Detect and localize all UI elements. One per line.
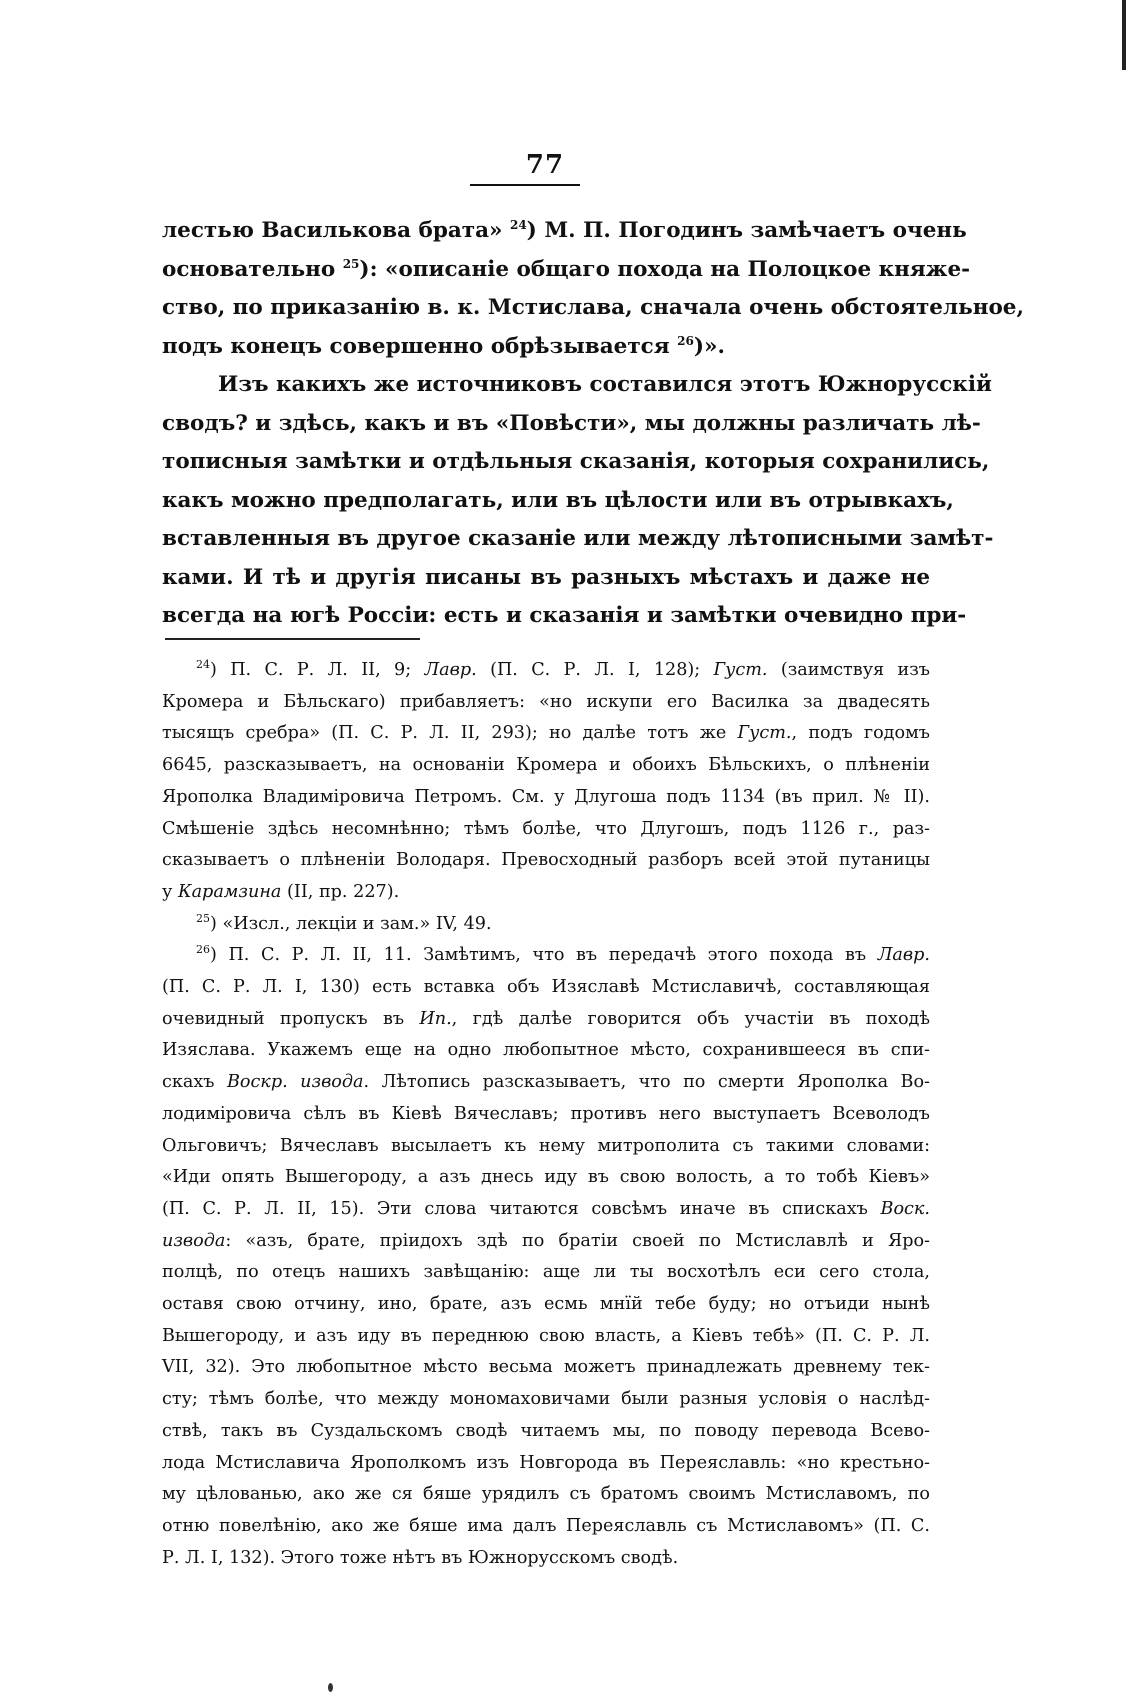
footnotes: [162, 655, 930, 1574]
footnote-line: полцѣ, по отецъ нашихъ завѣщанію: аще ли ты восхотѣлъ еси сего стола,: [162, 1262, 930, 1283]
page-edge-mark: [1122, 0, 1126, 70]
footnote-line: тысящъ сребра» (П. С. Р. Л. II, 293); но далѣе тотъ же Густ., подъ годомъ: [162, 723, 930, 744]
paragraph-2: [162, 366, 994, 636]
footnote-line: у Карамзина (II, пр. 227).: [162, 881, 400, 902]
footnote-line: (П. С. Р. Л. II, 15). Эти слова читаются совсѣмъ иначе въ спискахъ Воск.: [162, 1198, 930, 1219]
footnote-25: [162, 909, 930, 941]
footnote-line: VII, 32). Это любопытное мѣсто весьма можетъ принадлежать древнему тек-: [162, 1357, 930, 1378]
footnote-line: сту; тѣмъ болѣе, что между мономаховичами были разныя условія о наслѣд-: [162, 1389, 930, 1410]
text-line: тописныя замѣтки и отдѣльныя сказанія, которыя сохранились,: [162, 449, 990, 474]
footnote-line: Изяслава. Укажемъ еще на одно любопытное мѣсто, сохранившееся въ спи-: [162, 1040, 930, 1061]
footnote-line: 6645, разсказываетъ, на основаніи Кромера и обоихъ Бѣльскихъ, о плѣненіи: [162, 755, 930, 776]
footnote-line: очевидный пропускъ въ Ип., гдѣ далѣе говорится объ участіи въ походѣ: [162, 1008, 930, 1029]
page-number-rule: [470, 184, 580, 186]
footnote-mark: 24: [196, 658, 210, 672]
footnote-line: му цѣлованью, ако же ся бяше урядилъ съ братомъ своимъ Мстиславомъ, по: [162, 1484, 930, 1505]
footnote-line: (П. С. Р. Л. I, 130) есть вставка объ Изяславѣ Мстиславичѣ, составляющая: [162, 977, 930, 998]
text-line: ками. И тѣ и другія писаны въ разныхъ мѣстахъ и даже не: [162, 564, 930, 590]
footnote-line: сказываетъ о плѣненіи Володаря. Превосходный разборъ всей этой путаницы: [162, 850, 930, 871]
footnote-line: Смѣшеніе здѣсь несомнѣнно; тѣмъ болѣе, что Длугошъ, подъ 1126 г., раз-: [162, 818, 930, 839]
text-line: лестью Василькова брата» $^{24}$) М. П. Погодинъ замѣчаетъ очень: [162, 217, 967, 243]
text-line: основательно $^{25}$): «описаніе общаго похода на Полоцкое княже-: [162, 256, 971, 282]
text-line: ство, по приказанію в. к. Мстислава, сначала очень обстоятельное,: [162, 295, 1024, 320]
footnote-24: [162, 655, 930, 909]
text-line: всегда на югѣ Россіи: есть и сказанія и замѣтки очевидно при-: [162, 603, 967, 628]
footnote-line: Ольговичъ; Вячеславъ высылаетъ къ нему митрополита съ такими словами:: [162, 1135, 930, 1156]
footnote-line: скахъ Воскр. извода. Лѣтопись разсказываетъ, что по смерти Ярополка Во-: [162, 1072, 930, 1093]
footnote-line: оставя свою отчину, ино, брате, азъ есмь мнїй тебе буду; но отъиди нынѣ: [162, 1294, 930, 1315]
footnote-line: извода: «азъ, брате, пріидохъ здѣ по братіи своей по Мстиславлѣ и Яро-: [162, 1230, 930, 1251]
footnote-26: [162, 940, 930, 1574]
text-line: сводъ? и здѣсь, какъ и въ «Повѣсти», мы должны различать лѣ-: [162, 410, 981, 436]
print-speck: [328, 1683, 333, 1692]
footnote-line: $^{26}$) П. С. Р. Л. II, 11. Замѣтимъ, что въ передачѣ этого похода въ Лавр.: [196, 943, 930, 966]
footnote-line: $^{24}$) П. С. Р. Л. II, 9; Лавр. (П. С. Р. Л. I, 128); Густ. (заимствуя изъ: [196, 658, 930, 680]
page-number: 77: [525, 150, 565, 180]
footnote-line: Кромера и Бѣльскаго) прибавляетъ: «но искупи его Василка за двадесять: [162, 691, 930, 712]
footnote-line: лода Мстиславича Ярополкомъ изъ Новгорода въ Переяславль: «но крестьно-: [162, 1452, 930, 1473]
text-line: какъ можно предполагать, или въ цѣлости или въ отрывкахъ,: [162, 487, 954, 513]
footnote-line: «Иди опять Вышегороду, а азъ днесь иду въ свою волость, а то тобѣ Кіевъ»: [162, 1167, 930, 1188]
footnote-line: Вышегороду, и азъ иду въ переднюю свою власть, а Кіевъ тебѣ» (П. С. Р. Л.: [162, 1325, 930, 1346]
footnote-line: отню повелѣнію, ако же бяше има далъ Переяславль съ Мстиславомъ» (П. С.: [162, 1515, 930, 1536]
footnote-mark: 25: [196, 911, 210, 925]
footnote-line: $^{25}$) «Изсл., лекціи и зам.» IV, 49.: [196, 911, 492, 934]
footnote-line: лодиміровича сѣлъ въ Кіевѣ Вячеславъ; противъ него выступаетъ Всеволодъ: [162, 1103, 930, 1124]
footnote-line: ствѣ, такъ въ Суздальскомъ сводѣ читаемъ мы, по поводу перевода Всево-: [162, 1420, 930, 1441]
paragraph-1: [162, 212, 1024, 366]
footnote-rule: [165, 638, 420, 640]
footnote-line: Р. Л. I, 132). Этого тоже нѣтъ въ Южнорусскомъ сводѣ.: [162, 1547, 679, 1568]
text-line: вставленныя въ другое сказаніе или между лѣтописными замѣт-: [162, 526, 994, 551]
footnote-line: Ярополка Владиміровича Петромъ. См. у Длугоша подъ 1134 (въ прил. № II).: [162, 786, 930, 807]
text-line: подъ конецъ совершенно обрѣзывается $^{26}$)».: [162, 333, 725, 359]
text-line: Изъ какихъ же источниковъ составился этотъ Южнорусскій: [218, 372, 992, 397]
footnote-mark: 26: [196, 943, 210, 957]
main-text: [162, 212, 1024, 636]
